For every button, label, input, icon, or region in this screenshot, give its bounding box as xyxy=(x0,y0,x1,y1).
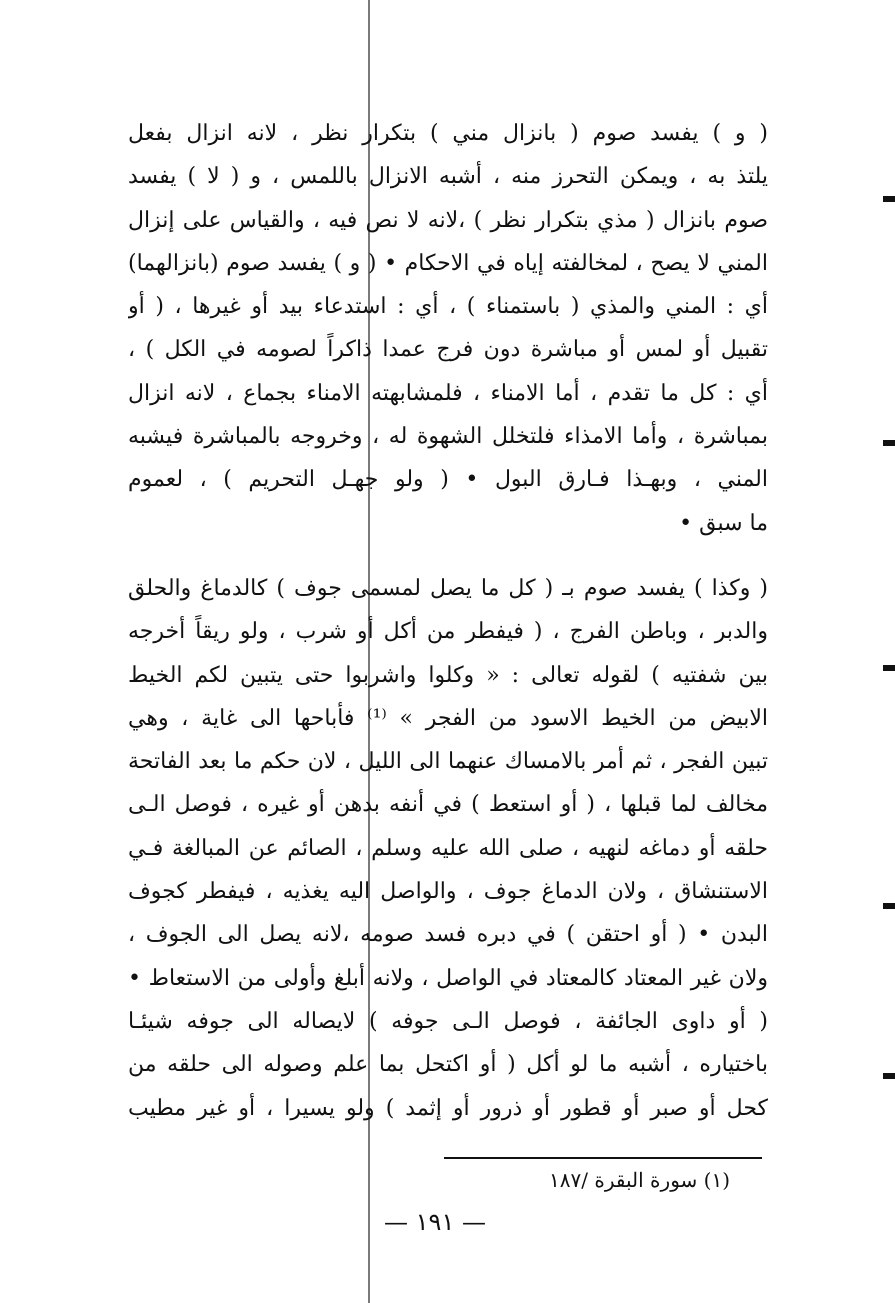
paragraph xyxy=(128,567,768,1130)
text-line: ما سبق • xyxy=(679,510,768,536)
text-line: ولان غير المعتاد كالمعتاد في الواصل ، ولانه أبلغ وأولى من الاستعاط • xyxy=(128,965,768,991)
edge-mark xyxy=(883,1073,895,1079)
text-line: المني ، وبهـذا فـارق البول • ( ولو جهـل التحريم ) ، لعموم xyxy=(128,467,768,493)
text-line: ( أو داوى الجائفة ، فوصل الـى جوفه ) لايصاله الى جوفه شيئـا xyxy=(128,1008,768,1034)
edge-mark xyxy=(883,196,895,202)
edge-mark xyxy=(883,440,895,446)
page-body xyxy=(128,112,768,1130)
text-line: ( وكذا ) يفسد صوم بـ ( كل ما يصل لمسمى جوف ) كالدماغ والحلق xyxy=(128,575,768,601)
text-line: بين شفتيه ) لقوله تعالى : « وكلوا واشربوا حتى يتبين لكم الخيط xyxy=(128,662,768,688)
text-line: يلتذ به ، ويمكن التحرز منه ، أشبه الانزال باللمس ، و ( لا ) يفسد xyxy=(128,164,768,190)
text-line: الابيض من الخيط الاسود من الفجر » ⁽¹⁾ فأباحها الى غاية ، وهي xyxy=(128,705,768,731)
text-line: والدبر ، وباطن الفرج ، ( فيفطر من أكل أو شرب ، ولو ريقاً أخرجه xyxy=(128,619,768,645)
text-line: باختياره ، أشبه ما لو أكل ( أو اكتحل بما علم وصوله الى حلقه من xyxy=(128,1052,768,1078)
text-line: حلقه أو دماغه لنهيه ، صلى الله عليه وسلم ، الصائم عن المبالغة فـي xyxy=(128,835,768,861)
text-line: مخالف لما قبلها ، ( أو استعط ) في أنفه بدهن أو غيره ، فوصل الـى xyxy=(128,792,768,818)
text-line: كحل أو صبر أو قطور أو ذرور أو إثمد ) ولو يسيرا ، أو غير مطيب xyxy=(128,1095,768,1121)
text-line: الاستنشاق ، ولان الدماغ جوف ، والواصل اليه يغذيه ، فيفطر كجوف xyxy=(128,879,768,905)
text-line: ( و ) يفسد صوم ( بانزال مني ) بتكرار نظر ، لانه انزال بفعل xyxy=(128,121,768,146)
page-number: — ١٩١ — xyxy=(384,1208,486,1236)
text-line: صوم بانزال ( مذي بتكرار نظر ) ،لانه لا نص فيه ، والقياس على إنزال xyxy=(128,207,768,233)
footnote: (١) سورة البقرة /١٨٧ xyxy=(549,1168,730,1192)
footnote-divider xyxy=(444,1157,762,1159)
text-line: بمباشرة ، وأما الامذاء فلتخلل الشهوة له ، وخروجه بالمباشرة فيشبه xyxy=(128,424,768,450)
text-line: تبين الفجر ، ثم أمر بالامساك عنهما الى الليل ، لان حكم ما بعد الفاتحة xyxy=(128,749,768,775)
edge-mark xyxy=(883,903,895,909)
text-line: أي : كل ما تقدم ، أما الامناء ، فلمشابهته الامناء بجماع ، لانه انزال xyxy=(128,380,768,406)
text-line: تقبيل أو لمس أو مباشرة دون فرج عمدا ذاكراً لصومه في الكل ) ، xyxy=(128,337,768,363)
edge-mark xyxy=(883,665,895,671)
paragraph xyxy=(128,112,768,545)
text-line: البدن • ( أو احتقن ) في دبره فسد صومه ،لانه يصل الى الجوف ، xyxy=(128,922,768,948)
text-line: أي : المني والمذي ( باستمناء ) ، أي : استدعاء بيد أو غيرها ، ( أو xyxy=(128,294,768,320)
text-line: المني لا يصح ، لمخالفته إياه في الاحكام • ( و ) يفسد صوم (بانزالهما) xyxy=(128,250,768,276)
